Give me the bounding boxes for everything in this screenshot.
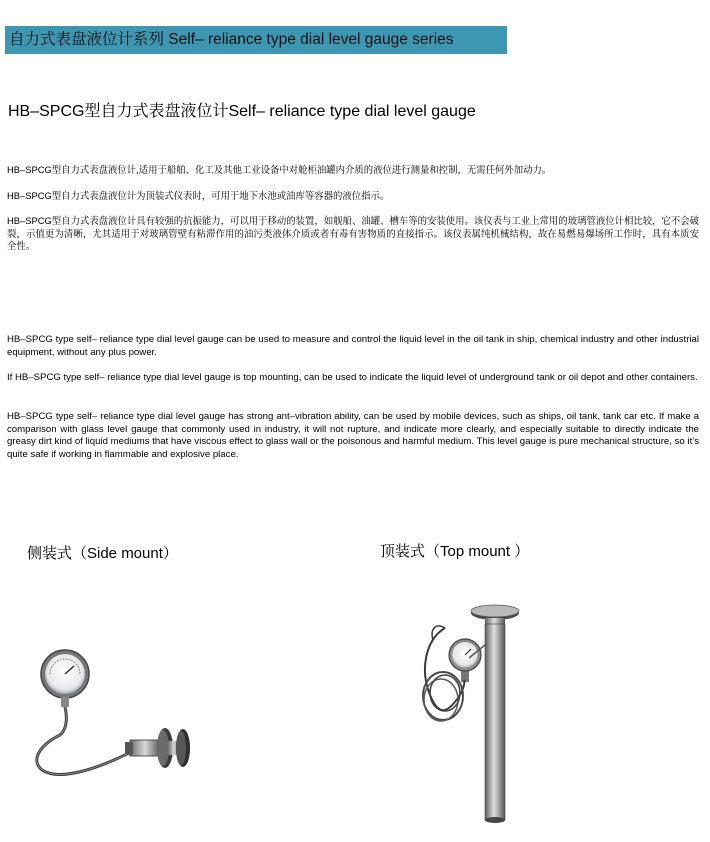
side-mount-gauge-image — [20, 640, 200, 790]
chinese-paragraph-3: HB–SPCG型自力式表盘液位计具有较强的抗振能力，可以用于移动的装置，如舰船、油罐、槽车等的安装使用。该仪表与工业上常用的玻璃管液位计相比较，它不会破裂，示值更为清晰，尤其适用于对玻璃管壁有粘滞作用的油污类液体介质或者有毒有害物质的直接指示。该仪表属纯机械结构，故在易燃易爆场所工作时，具有本质安全性。 — [7, 215, 699, 252]
english-paragraph-3: HB–SPCG type self– reliance type dial level gauge has strong ant–vibration ability, can be used by mobile devices, such as ships, oil tank, tank car etc. If make a comparison with glass level gauge that commonly used in industry, it will not rupture, and indicate more clearly, and especially suitable to directly indicate the greasy dirt kind of liquid mediums that have viscous effect to glass wall or the poisonous and harmful medium. This level gauge is pure mechanical structure, so it’s quite safe if working in flammable and explosive place. — [7, 411, 699, 460]
chinese-paragraph-1: HB–SPCG型自力式表盘液位计,适用于船舶、化工及其他工业设备中对舱柜油罐内介质的液位进行测量和控制，无需任何外加动力。 — [7, 164, 552, 175]
series-banner: 自力式表盘液位计系列 Self– reliance type dial level gauge series — [5, 26, 507, 54]
top-mount-caption: 顶装式（Top mount ） — [380, 543, 530, 560]
page-title: HB–SPCG型自力式表盘液位计Self– reliance type dial level gauge — [8, 103, 476, 120]
english-paragraph-2: If HB–SPCG type self– reliance type dial level gauge is top mounting, can be used to indicate the liquid level of underground tank or oil depot and other containers. — [7, 372, 698, 383]
english-paragraph-1: HB–SPCG type self– reliance type dial level gauge can be used to measure and control the liquid level in the oil tank in ship, chemical industry and other industrial equipment, without any plus power. — [7, 334, 699, 358]
side-mount-caption: 侧装式（Side mount） — [27, 545, 178, 562]
top-mount-gauge-image — [405, 600, 545, 830]
chinese-paragraph-2: HB–SPCG型自力式表盘液位计为顶装式仪表时，可用于地下水池或油库等容器的液位指示。 — [7, 190, 390, 201]
